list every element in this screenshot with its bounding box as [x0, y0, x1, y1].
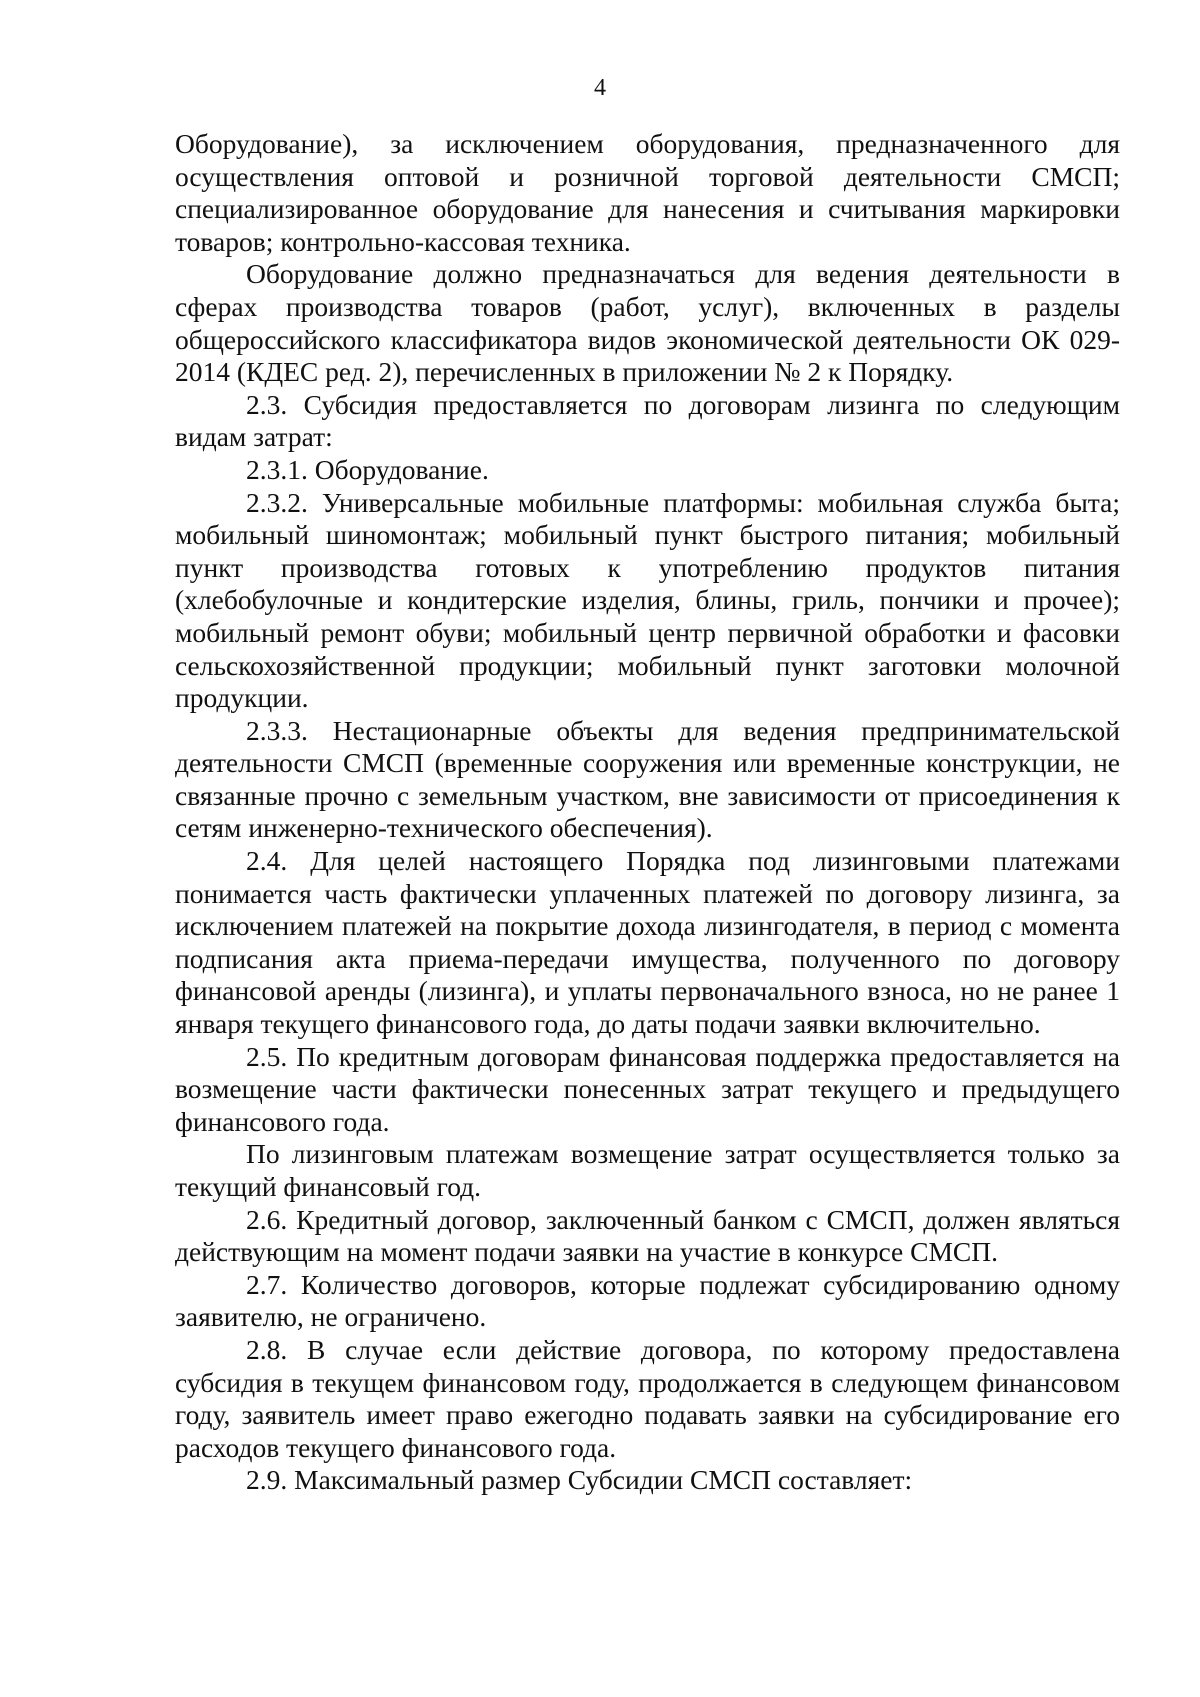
- paragraph-2-3-2: 2.3.2. Универсальные мобильные платформы: мобильная служба быта; мобильный шиномонтаж; мобильный пункт быстрого питания; мобильный пункт производства готовых к употреблению продуктов питания (хлебобулочные и кондитерские изделия, блины, гриль, пончики и прочее); мобильный ремонт обуви; мобильный центр первичной обработки и фасовки сельскохозяйственной продукции; мобильный пункт заготовки молочной продукции.: [175, 486, 1120, 714]
- paragraph-2-8: 2.8. В случае если действие договора, по которому предоставлена субсидия в текущем финансовом году, продолжается в следующем финансовом году, заявитель имеет право ежегодно подавать заявки на субсидирование его расходов текущего финансового года.: [175, 1333, 1120, 1463]
- paragraph-equipment-exclusions: Оборудование), за исключением оборудования, предназначенного для осуществления оптовой и розничной торговой деятельности СМСП; специализированное оборудование для нанесения и считывания маркировки товаров; контрольно-кассовая техника.: [175, 128, 1120, 257]
- paragraph-2-3-3: 2.3.3. Нестационарные объекты для ведения предпринимательской деятельности СМСП (временные сооружения или временные конструкции, не связанные прочно с земельным участком, вне зависимости от присоединения к сетям инженерно-технического обеспечения).: [175, 714, 1120, 844]
- paragraph-2-4: 2.4. Для целей настоящего Порядка под лизинговыми платежами понимается часть фактически уплаченных платежей по договору лизинга, за исключением платежей на покрытие дохода лизингодателя, в период с момента подписания акта приема-передачи имущества, полученного по договору финансовой аренды (лизинга), и уплаты первоначального взноса, но не ранее 1 января текущего финансового года, до даты подачи заявки включительно.: [175, 845, 1120, 1040]
- paragraph-2-6: 2.6. Кредитный договор, заключенный банком с СМСП, должен являться действующим на момент подачи заявки на участие в конкурсе СМСП.: [175, 1203, 1120, 1268]
- document-body: [175, 128, 1120, 1497]
- paragraph-2-3-1: 2.3.1. Оборудование.: [246, 453, 489, 485]
- paragraph-2-3: 2.3. Субсидия предоставляется по договорам лизинга по следующим видам затрат:: [175, 388, 1120, 453]
- paragraph-leasing-reimbursement: По лизинговым платежам возмещение затрат осуществляется только за текущий финансовый год.: [175, 1138, 1120, 1202]
- paragraph-2-7: 2.7. Количество договоров, которые подлежат субсидированию одному заявителю, не ограничено.: [175, 1268, 1120, 1333]
- paragraph-2-9: 2.9. Максимальный размер Субсидии СМСП составляет:: [246, 1464, 913, 1496]
- paragraph-equipment-purpose: Оборудование должно предназначаться для ведения деятельности в сферах производства товаров (работ, услуг), включенных в разделы общероссийского классификатора видов экономической деятельности ОК 029-2014 (КДЕС ред. 2), перечисленных в приложении № 2 к Порядку.: [175, 258, 1120, 388]
- page-number: 4: [594, 75, 606, 101]
- paragraph-2-5: 2.5. По кредитным договорам финансовая поддержка предоставляется на возмещение части фактически понесенных затрат текущего и предыдущего финансового года.: [175, 1040, 1120, 1137]
